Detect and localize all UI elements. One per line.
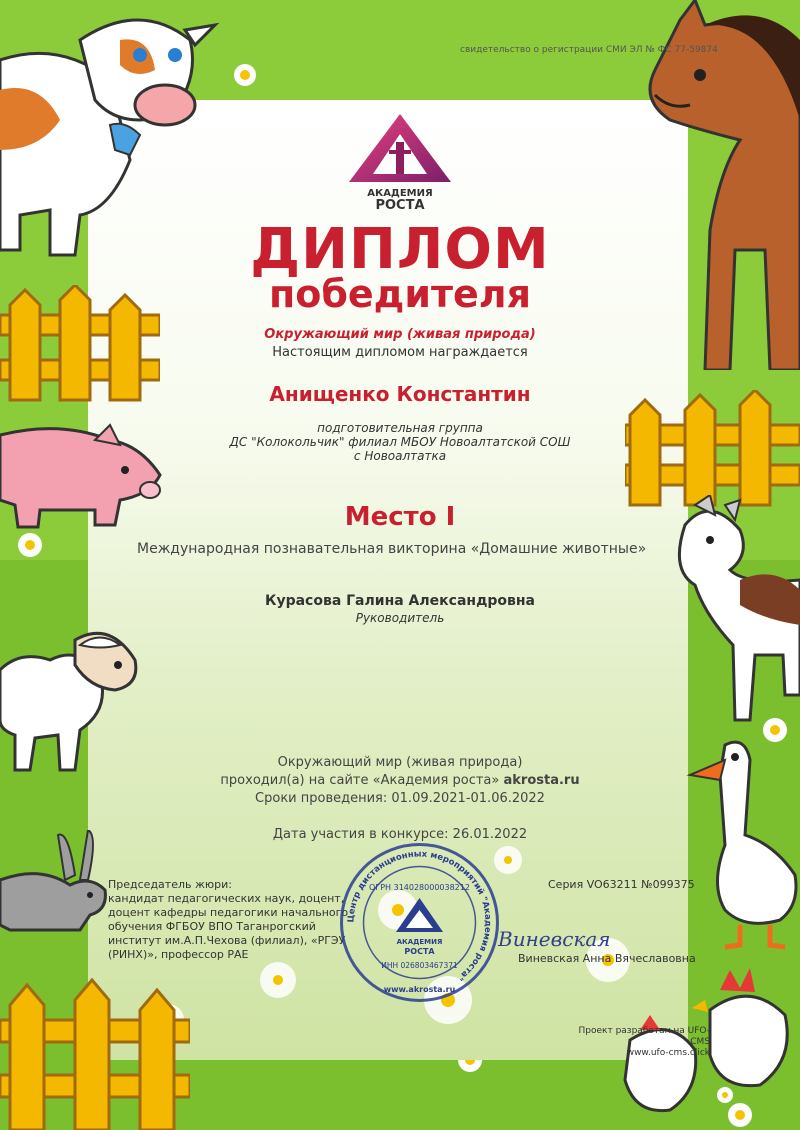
recipient-group: подготовительная группа [317, 421, 483, 435]
place-award: Место I [344, 502, 456, 532]
jury-line: обучения ФГБОУ ВПО Таганрогский [108, 920, 316, 933]
jury-line: кандидат педагогических наук, доцент, [108, 892, 345, 905]
award-text: Настоящим дипломом награждается [272, 345, 528, 360]
signer-name: Виневская Анна Вячеславовна [518, 952, 696, 965]
jury-block [108, 878, 358, 962]
footer-credit: Проект разработан на UFO-CMS [578, 1026, 710, 1047]
info-subject: Окружающий мир (живая природа) [277, 755, 523, 770]
logo-triangle-icon [345, 112, 455, 184]
series-number: Серия VO63211 №099375 [548, 878, 695, 891]
stamp-inn: ИНН 026803467371 [381, 961, 458, 970]
jury-line: институт им.А.П.Чехова (филиал), «РГЭУ [108, 934, 346, 947]
jury-line: (РИНХ)», профессор РАЕ [108, 948, 249, 961]
academy-logo [345, 112, 455, 213]
stamp-ogrn: ОГРН 314028000038212 [369, 883, 470, 892]
site-link[interactable]: akrosta.ru [503, 773, 580, 788]
jury-line: Председатель жюри: [108, 878, 232, 891]
stamp-site: www.akrosta.ru [383, 985, 456, 994]
recipient-name: Анищенко Константин [269, 382, 531, 406]
official-stamp [337, 840, 502, 1005]
fence-left-bottom [0, 975, 190, 1130]
footer [570, 1026, 710, 1059]
supervisor-name: Курасова Галина Александровна [265, 593, 535, 609]
diploma-title: ДИПЛОМ [250, 217, 550, 282]
handwritten-signature: Виневская [498, 927, 611, 951]
diploma-subtitle: победителя [268, 272, 531, 316]
supervisor-role: Руководитель [355, 611, 445, 625]
rabbit-illustration [0, 830, 110, 935]
recipient-place: с Новоалтатка [353, 449, 447, 463]
footer-link[interactable]: www.ufo-cms.click [626, 1048, 710, 1058]
recipient-school: ДС "Колокольчик" филиал МБОУ Новоалтатской СОШ [229, 435, 571, 449]
contest-name: Международная познавательная викторина «Домашние животные» [137, 541, 647, 557]
stamp-ring-text: Центр дистанционных мероприятий "Академия роста" [346, 849, 493, 983]
info-dates: Сроки проведения: 01.09.2021-01.06.2022 [255, 791, 545, 806]
subject: Окружающий мир (живая природа) [264, 327, 536, 342]
stamp-logo-line1: АКАДЕМИЯ [396, 938, 443, 946]
registration-number: свидетельство о регистрации СМИ ЭЛ № ФС 77-59874 [460, 45, 718, 55]
jury-line: доцент кафедры педагогики начального [108, 906, 349, 919]
stamp-logo-line2: РОСТА [404, 947, 435, 956]
info-site [0, 773, 800, 788]
logo-line1: АКАДЕМИЯ [367, 188, 433, 199]
logo-line2: РОСТА [375, 198, 425, 213]
participation-date: Дата участия в конкурсе: 26.01.2022 [272, 827, 528, 842]
sheep-illustration [0, 620, 145, 775]
info-site-prefix: проходил(а) на сайте «Академия роста» [220, 773, 500, 788]
